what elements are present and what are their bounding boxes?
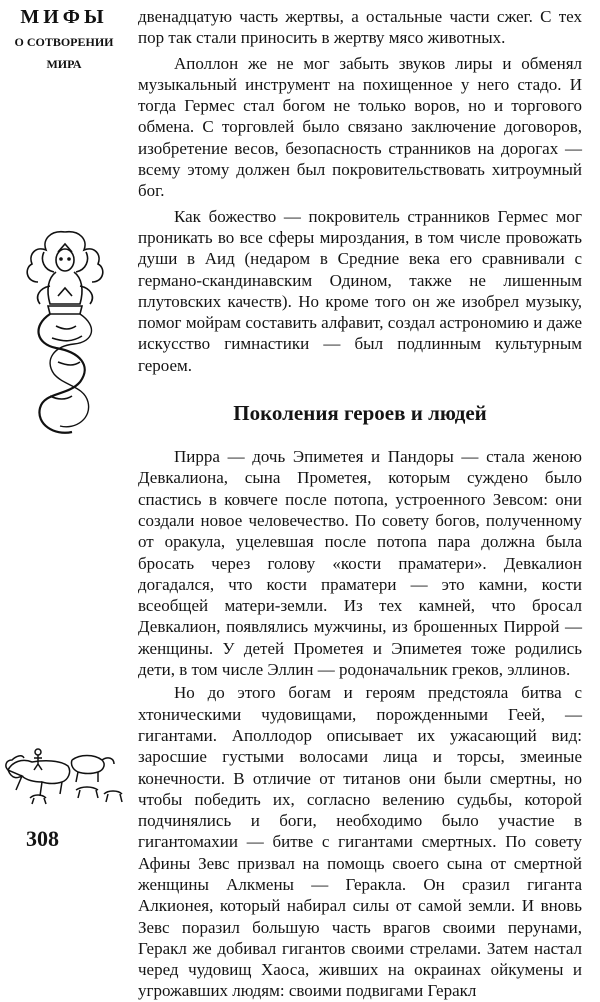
paragraph: Как божество — покровитель странников Гермес мог проникать во все сферы мироздания, в том числе провожать души в Аид (недаром в Средние века его сравнивали с германо-скандинавским Одином, также не лишенным плутовских качеств). Но кроме того он же изобрел музыку, помог мойрам составить алфавит, создал астрономию и даже искусство гимнастики — был подлинным культурным героем. [138,206,582,375]
section-title-line2: О СОТВОРЕНИИ [14,35,114,49]
section-title-line1: МИФЫ [20,6,108,28]
paragraph: двенадцатую часть жертвы, а остальные части сжег. С тех пор так стали приносить в жертву мясо животных. [138,7,582,48]
section-title [6,6,122,72]
paragraph: Пирра — дочь Эпиметея и Пандоры — стала женою Девкалиона, сына Прометея, которым суждено было спастись в ковчеге после потопа, устроенного Зевсом: они создали новое человечество. По совету богов, полученному от оракула, уцелевшая после потопа пара должна была бросать через голову «кости праматери». Девкалион догадался, что кости праматери — это камни, кости всеобщей матери-земли. Из тех камней, что бросал Девкалион, появлялись мужчины, из брошенных Пиррой — женщины. У детей Прометея и Эпиметея тоже родились дети, в том числе Эллин — родоначальник греков, эллинов. [138,447,582,680]
page-number: 308 [26,826,59,851]
cave-animals-illustration [2,740,128,806]
deity-illustration [10,226,120,446]
text-column [138,6,582,1002]
paragraph: Аполлон же не мог забыть звуков лиры и обменял музыкальный инструмент на похищенное у него стадо. И тогда Гермес стал богом не только воров, но и торгового обмена. С торговлей было связано заключение договоров, изобретение весов, безопасность странников на дорогах — всему этому должен был покровительствовать хитроумный бог. [138,53,582,201]
section-heading: Поколения героев и людей [233,401,487,426]
section-title-line3: МИРА [46,57,82,71]
paragraph: Но до этого богам и героям предстояла битва с хтоническими чудовищами, порожденными Геей, — гигантами. Аполлодор описывает их ужасающий вид: заросшие густыми волосами лица и торсы, змеиные конечности. В отличие от титанов они были смертны, но чтобы победить их, согласно велению судьбы, которой подчинялись и боги, необходимо было участие в гигантомахии — битве с гигантами смертных. По совету Афины Зевс призвал на помощь своего сына от смертной женщины Алкмены — Геракла. Он сразил гиганта Алкионея, который набирал силы от самой земли. И вновь Зевс поразил большую часть врагов своими перунами, Геракл же добивал гигантов своими стрелами. Затем настал черед чудовищ Хаоса, живших на окраинах ойкумены и угрожавших людям: своими подвигами Геракл [138,683,582,1001]
